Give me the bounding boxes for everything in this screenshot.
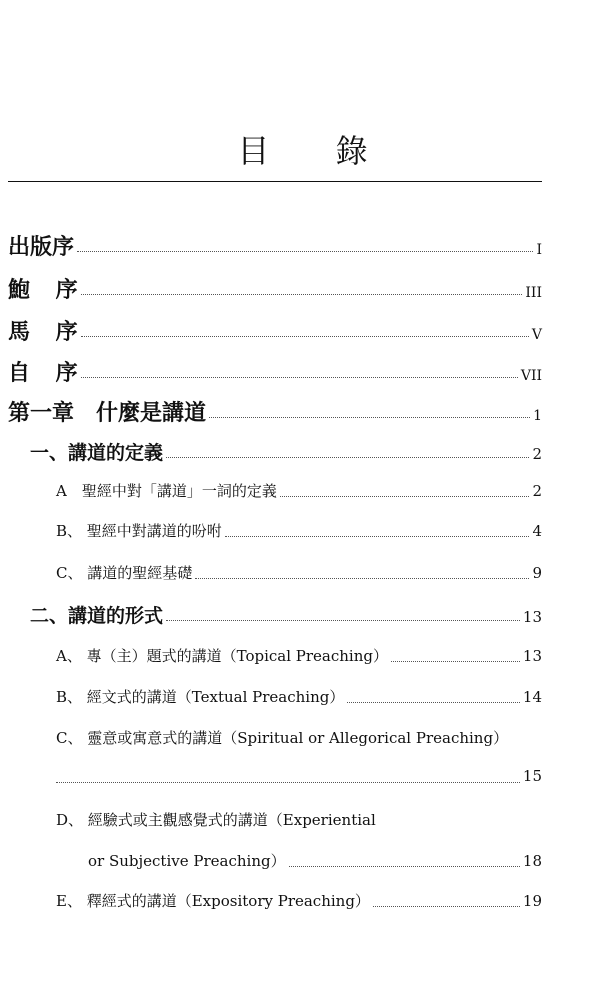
toc-label: 第一章 什麼是講道 <box>8 400 207 426</box>
toc-entry-section-2-e[interactable] <box>56 890 542 911</box>
toc-entry-section-2-c-title[interactable] <box>56 727 542 748</box>
dot-leader <box>225 536 530 537</box>
toc-label: B、 經文式的講道（Textual Preaching） <box>56 688 345 706</box>
toc-entry-section-2[interactable] <box>30 601 542 628</box>
dot-leader <box>56 782 520 783</box>
dot-leader <box>373 906 520 907</box>
dot-leader <box>81 294 523 295</box>
toc-entry-preface-author[interactable] <box>8 356 542 387</box>
title-divider <box>8 181 542 182</box>
toc-entry-section-1-a[interactable] <box>56 480 542 501</box>
toc-page-number: 2 <box>532 482 542 500</box>
dot-leader <box>347 702 520 703</box>
toc-label: or Subjective Preaching） <box>88 852 286 870</box>
dot-leader <box>209 417 530 418</box>
toc-entry-preface-bao[interactable] <box>8 273 542 304</box>
toc-entry-section-2-a[interactable] <box>56 645 542 666</box>
toc-entry-section-2-b[interactable] <box>56 686 542 707</box>
toc-page-number: 13 <box>522 647 542 665</box>
dot-leader <box>81 377 518 378</box>
dot-leader <box>166 620 520 621</box>
dot-leader <box>195 578 529 579</box>
toc-label: 二、講道的形式 <box>30 605 164 627</box>
dot-leader <box>77 251 533 252</box>
toc-label: B、 聖經中對講道的吩咐 <box>56 522 222 540</box>
toc-entry-section-1-b[interactable] <box>56 520 542 541</box>
toc-label: C、 講道的聖經基礎 <box>56 564 193 582</box>
toc-label: 鮑 序 <box>8 277 78 303</box>
dot-leader <box>81 336 529 337</box>
toc-page-number: V <box>531 327 542 343</box>
toc-entry-section-2-d-title[interactable] <box>56 809 542 830</box>
toc-page-number: 14 <box>522 688 542 706</box>
toc-entry-section-1[interactable] <box>30 438 542 465</box>
toc-label: E、 釋經式的講道（Expository Preaching） <box>56 892 370 910</box>
dot-leader <box>391 661 520 662</box>
toc-page-number: 19 <box>522 892 542 910</box>
toc-label: 一、講道的定義 <box>30 442 164 464</box>
dot-leader <box>166 457 529 458</box>
toc-entry-section-1-c[interactable] <box>56 562 542 583</box>
page-title: 目 錄 <box>237 132 396 170</box>
toc-page-number: 1 <box>533 408 542 424</box>
toc-page-number: VII <box>520 368 542 384</box>
toc-page-number: III <box>525 285 542 301</box>
toc-entry-chapter-1[interactable] <box>8 396 542 427</box>
toc-page-number: 15 <box>522 767 542 785</box>
toc-entry-preface-ma[interactable] <box>8 315 542 346</box>
toc-entry-preface-publisher[interactable] <box>8 230 542 261</box>
toc-label: C、 靈意或寓意式的講道（Spiritual or Allegorical Preaching） <box>56 729 509 747</box>
toc-label: 馬 序 <box>8 319 78 345</box>
toc-entry-section-2-c-leader[interactable] <box>56 767 542 785</box>
toc-label: A、 專（主）題式的講道（Topical Preaching） <box>56 647 388 665</box>
toc-page-number: 9 <box>532 564 542 582</box>
toc-page-number: 13 <box>522 608 542 626</box>
toc-label-line1: D、 經驗式或主觀感覺式的講道（Experiential <box>56 811 376 829</box>
toc-page-number: 18 <box>522 852 542 870</box>
toc-entry-section-2-d[interactable] <box>88 850 542 871</box>
toc-page-number: I <box>536 242 542 258</box>
toc-label: 出版序 <box>8 234 75 260</box>
dot-leader <box>280 496 530 497</box>
toc-label: A 聖經中對「講道」一詞的定義 <box>56 482 277 500</box>
toc-label: 自 序 <box>8 360 78 386</box>
toc-page-number: 4 <box>532 522 542 540</box>
toc-page-number: 2 <box>532 445 542 463</box>
dot-leader <box>289 866 520 867</box>
